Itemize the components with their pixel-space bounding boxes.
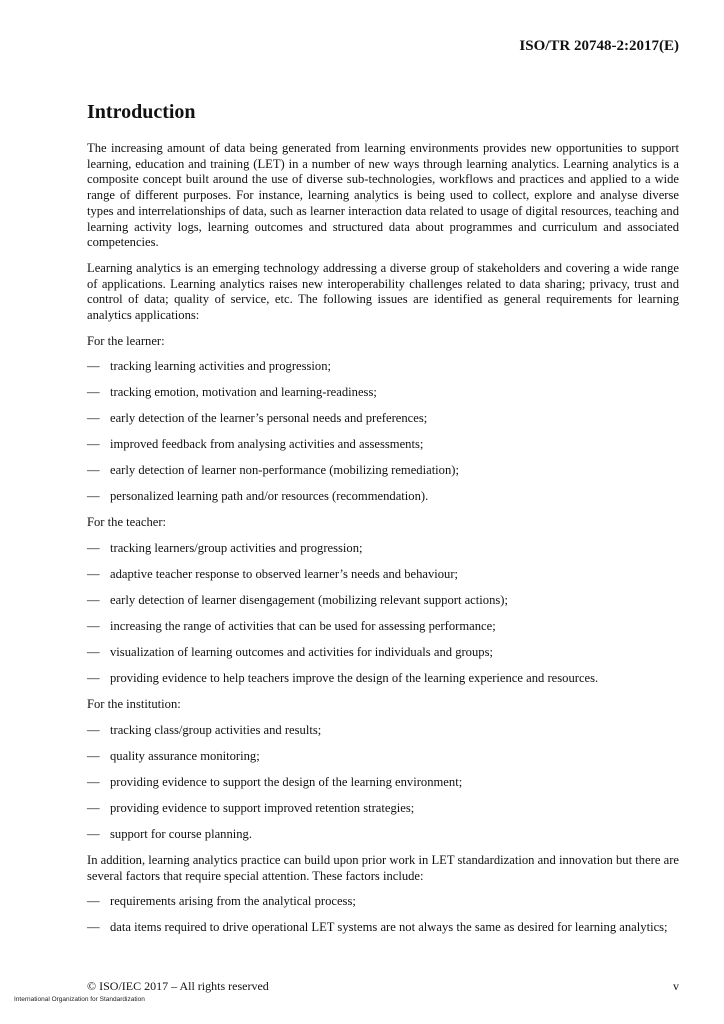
- list-item-text: tracking learners/group activities and progression;: [110, 541, 363, 556]
- dash-bullet: —: [87, 671, 100, 686]
- list-item-text: early detection of the learner’s personal needs and preferences;: [110, 411, 428, 426]
- list-item-text: tracking emotion, motivation and learning-readiness;: [110, 385, 377, 400]
- factors-list: [87, 894, 679, 936]
- dash-bullet: —: [87, 748, 100, 763]
- list-item-text: providing evidence to help teachers improve the design of the learning experience and resources.: [110, 671, 599, 686]
- list-item: [87, 775, 679, 791]
- list-item-text: support for course planning.: [110, 826, 252, 841]
- list-item-text: early detection of learner disengagement (mobilizing relevant support actions);: [110, 593, 508, 608]
- list-item-text: increasing the range of activities that can be used for assessing performance;: [110, 619, 496, 634]
- dash-bullet: —: [87, 826, 100, 841]
- list-item: [87, 489, 679, 505]
- list-item: [87, 411, 679, 427]
- dash-bullet: —: [87, 920, 100, 935]
- copyright: © ISO/IEC 2017 – All rights reserved: [87, 979, 269, 993]
- dash-bullet: —: [87, 774, 100, 789]
- list-item: [87, 920, 679, 936]
- list-item-text: requirements arising from the analytical process;: [110, 894, 356, 909]
- list-item: [87, 593, 679, 609]
- list-item-text: improved feedback from analysing activities and assessments;: [110, 437, 424, 452]
- list-item-text: providing evidence to support improved retention strategies;: [110, 800, 415, 815]
- dash-bullet: —: [87, 411, 100, 426]
- teacher-label: For the teacher:: [87, 515, 167, 530]
- dash-bullet: —: [87, 463, 100, 478]
- dash-bullet: —: [87, 489, 100, 504]
- paragraph-3: In addition, learning analytics practice can build upon prior work in LET standardization and innovation but there are several factors that require special attention. These factors include:: [87, 852, 679, 883]
- list-item: [87, 437, 679, 453]
- dash-bullet: —: [87, 437, 100, 452]
- learner-list: [87, 359, 679, 505]
- list-item: [87, 723, 679, 739]
- page-number: v: [673, 979, 679, 993]
- list-item: [87, 619, 679, 635]
- list-item: [87, 645, 679, 661]
- list-item-text: quality assurance monitoring;: [110, 748, 260, 763]
- list-item-text: tracking learning activities and progression;: [110, 359, 332, 374]
- list-item: [87, 801, 679, 817]
- list-item-text: visualization of learning outcomes and activities for individuals and groups;: [110, 645, 493, 660]
- list-item: [87, 894, 679, 910]
- teacher-list: [87, 541, 679, 687]
- list-item: [87, 541, 679, 557]
- list-item-text: providing evidence to support the design of the learning environment;: [110, 774, 463, 789]
- list-item: [87, 385, 679, 401]
- section-title: Introduction: [87, 101, 196, 123]
- dash-bullet: —: [87, 593, 100, 608]
- dash-bullet: —: [87, 619, 100, 634]
- dash-bullet: —: [87, 541, 100, 556]
- list-item-text: personalized learning path and/or resources (recommendation).: [110, 489, 429, 504]
- list-item: [87, 567, 679, 583]
- list-item: [87, 359, 679, 375]
- list-item-text: early detection of learner non-performance (mobilizing remediation);: [110, 463, 459, 478]
- list-item-text: data items required to drive operational LET systems are not always the same as desired for learning analytics;: [110, 920, 668, 935]
- paragraph-2: Learning analytics is an emerging technology addressing a diverse group of stakeholders and covering a wide range of applications. Learning analytics raises new interoperability challenges related to data sharing; privacy, trust and control of data; quality of service, etc. The following issues are identified as general requirements for learning analytics applications:: [87, 260, 679, 323]
- document-body: [87, 100, 679, 946]
- list-item-text: adaptive teacher response to observed learner’s needs and behaviour;: [110, 567, 459, 582]
- institution-list: [87, 723, 679, 843]
- dash-bullet: —: [87, 385, 100, 400]
- dash-bullet: —: [87, 894, 100, 909]
- org-watermark: International Organization for Standardization: [14, 996, 145, 1003]
- dash-bullet: —: [87, 722, 100, 737]
- list-item-text: tracking class/group activities and results;: [110, 722, 322, 737]
- paragraph-1: The increasing amount of data being generated from learning environments provides new opportunities to support learning, education and training (LET) in a number of new ways through learning analytics. Learning analytics is a composite concept built around the use of diverse sub-technologies, workflows and practices and applied to a wide range of different purposes. For instance, learning analytics is being used to collect, explore and analyse diverse types and interrelationships of data, such as learner interaction data related to usage of digital resources, teaching and learning activity logs, learning outcomes and structured data about programmes and curriculum and associated competencies.: [87, 141, 679, 250]
- institution-label: For the institution:: [87, 697, 181, 712]
- dash-bullet: —: [87, 359, 100, 374]
- list-item: [87, 749, 679, 765]
- dash-bullet: —: [87, 800, 100, 815]
- list-item: [87, 671, 679, 687]
- learner-label: For the learner:: [87, 333, 165, 348]
- list-item: [87, 463, 679, 479]
- dash-bullet: —: [87, 567, 100, 582]
- document-id: ISO/TR 20748-2:2017(E): [519, 38, 679, 54]
- list-item: [87, 827, 679, 843]
- dash-bullet: —: [87, 645, 100, 660]
